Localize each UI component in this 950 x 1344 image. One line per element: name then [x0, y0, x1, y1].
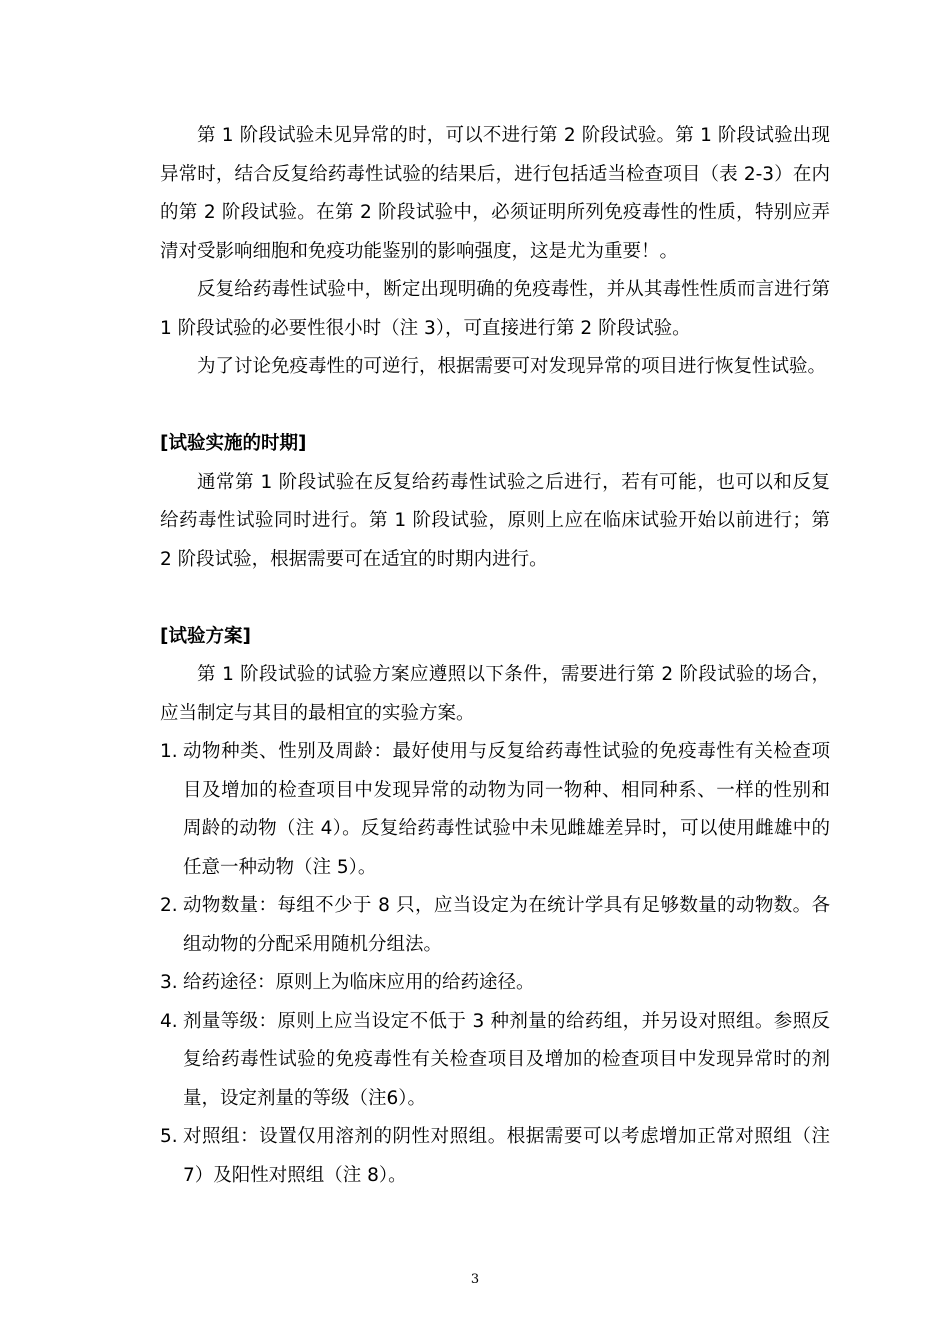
page-number: 3: [470, 1272, 480, 1287]
paragraph: 反复给药毒性试验中，断定出现明确的免疫毒性，并从其毒性性质而言进行第 1 阶段试验的必要性很小时（注 3），可直接进行第 2 阶段试验。: [160, 279, 830, 339]
list-item-text: 剂量等级：原则上应当设定不低于 3 种剂量的给药组，并另设对照组。参照反复给药毒性试验的免疫毒性有关检查项目及增加的检查项目中发现异常时的剂量，设定剂量的等级（注6）。: [183, 1010, 830, 1109]
list-item: [160, 733, 830, 887]
protocol-list: [160, 733, 830, 1195]
list-item-number: 3.: [160, 972, 178, 993]
paragraph: 第 1 阶段试验未见异常的时，可以不进行第 2 阶段试验。第 1 阶段试验出现异常时，结合反复给药毒性试验的结果后，进行包括适当检查项目（表 2-3）在内的第 2 阶段试验。在第 2 阶段试验中，必须证明所列免疫毒性的性质，特别应弄清对受影响细胞和免疫功能鉴别的影响强度，这是尤为重要！。: [160, 125, 830, 262]
list-item-text: 动物种类、性别及周龄：最好使用与反复给药毒性试验的免疫毒性有关检查项目及增加的检查项目中发现异常的动物为同一物种、相同种系、一样的性别和周龄的动物（注 4）。反复给药毒性试验中未见雌雄差异时，可以使用雌雄中的任意一种动物（注 5）。: [183, 741, 830, 878]
document-body: [160, 117, 830, 1195]
list-item-number: 4.: [160, 1010, 178, 1032]
paragraph: 第 1 阶段试验的试验方案应遵照以下条件，需要进行第 2 阶段试验的场合，应当制定与其目的最相宜的实验方案。: [160, 664, 830, 724]
list-item-text: 动物数量：每组不少于 8 只，应当设定为在统计学具有足够数量的动物数。各组动物的分配采用随机分组法。: [183, 895, 830, 955]
list-item: [160, 1118, 830, 1195]
list-item: [160, 887, 830, 964]
list-item: [160, 964, 830, 1003]
list-item: [160, 1003, 830, 1119]
section-heading-protocol: [试验方案]: [160, 625, 251, 647]
list-item-text: 给药途径：原则上为临床应用的给药途径。: [183, 972, 535, 993]
paragraph: 通常第 1 阶段试验在反复给药毒性试验之后进行，若有可能，也可以和反复给药毒性试验同时进行。第 1 阶段试验，原则上应在临床试验开始以前进行；第 2 阶段试验，根据需要可在适宜的时期内进行。: [160, 471, 830, 570]
section-heading-timing: [试验实施的时期]: [160, 433, 307, 454]
section-spacer: [160, 387, 830, 426]
section-spacer: [160, 579, 830, 618]
paragraph: 为了讨论免疫毒性的可逆行，根据需要可对发现异常的项目进行恢复性试验。: [197, 356, 827, 377]
list-item-number: 2.: [160, 895, 178, 916]
list-item-number: 5.: [160, 1126, 178, 1147]
list-item-text: 对照组：设置仅用溶剂的阴性对照组。根据需要可以考虑增加正常对照组（注 7）及阳性对照组（注 8）。: [183, 1126, 830, 1186]
list-item-number: 1.: [160, 741, 178, 762]
